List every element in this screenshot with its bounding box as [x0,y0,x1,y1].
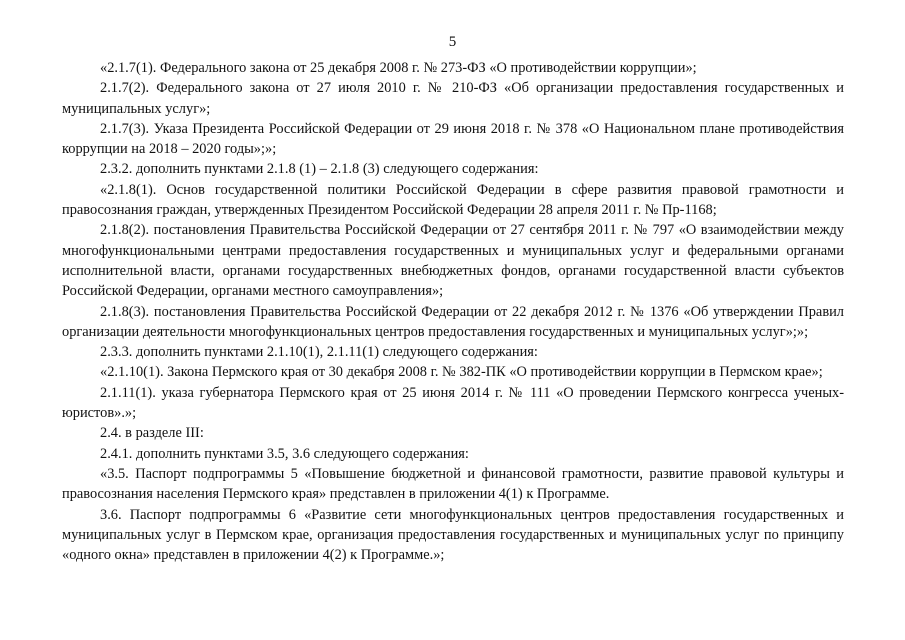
paragraph-2-3-2: 2.3.2. дополнить пунктами 2.1.8 (1) – 2.1.8 (3) следующего содержания: [100,161,539,178]
paragraph-2-1-8-1: «2.1.8(1). Основ государственной политики Российской Федерации в сфере развития правовой грамотности и правосознания граждан, утвержденных Президентом Российской Федерации 28 апреля 2011 г. № Пр-1168; [62,181,844,219]
paragraph-2-1-10-1: «2.1.10(1). Закона Пермского края от 30 декабря 2008 г. № 382-ПК «О противодействии коррупции в Пермском крае»; [100,364,823,381]
paragraph-2-1-8-2: 2.1.8(2). постановления Правительства Российской Федерации от 27 сентября 2011 г. № 797 «О взаимодействии между многофункциональными центрами предоставления государственных и муниципальных услуг и федеральными органами исполнительной власти, органами государственных внебюджетных фондов, органами государственной власти субъектов Российской Федерации, органами местного самоуправления»; [62,222,844,300]
paragraph-2-1-7-3: 2.1.7(3). Указа Президента Российской Федерации от 29 июня 2018 г. № 378 «О Национальном плане противодействия коррупции на 2018 – 2020 годы»;»; [62,120,844,158]
paragraph-2-4: 2.4. в разделе III: [100,425,204,442]
page-number: 5 [448,34,457,50]
paragraph-2-1-11-1: 2.1.11(1). указа губернатора Пермского края от 25 июня 2014 г. № 111 «О проведении Пермского конгресса ученых-юристов».»; [62,384,844,422]
paragraph-2-4-1: 2.4.1. дополнить пунктами 3.5, 3.6 следующего содержания: [100,445,469,462]
paragraph-2-1-7-2: 2.1.7(2). Федерального закона от 27 июля 2010 г. № 210-ФЗ «Об организации предоставления государственных и муниципальных услуг»; [62,80,844,117]
paragraph-2-1-7-1: «2.1.7(1). Федерального закона от 25 декабря 2008 г. № 273-ФЗ «О противодействии коррупции»; [100,60,697,76]
paragraph-3-6: 3.6. Паспорт подпрограммы 6 «Развитие сети многофункциональных центров предоставления государственных и муниципальных услуг в Пермском крае, организация предоставления государственных и муниципальных услуг по принципу «одного окна» представлен в приложении 4(2) к Программе.»; [62,506,844,564]
paragraph-3-5: «3.5. Паспорт подпрограммы 5 «Повышение бюджетной и финансовой грамотности, развитие правовой культуры и правосознания населения Пермского края» представлен в приложении 4(1) к Программе. [62,465,844,503]
paragraph-2-1-8-3: 2.1.8(3). постановления Правительства Российской Федерации от 22 декабря 2012 г. № 1376 «Об утверждении Правил организации деятельности многофункциональных центров предоставления государственных и муниципальных услуг»;»; [62,303,844,340]
document-body [62,58,844,565]
paragraph-2-3-3: 2.3.3. дополнить пунктами 2.1.10(1), 2.1.11(1) следующего содержания: [100,344,538,361]
